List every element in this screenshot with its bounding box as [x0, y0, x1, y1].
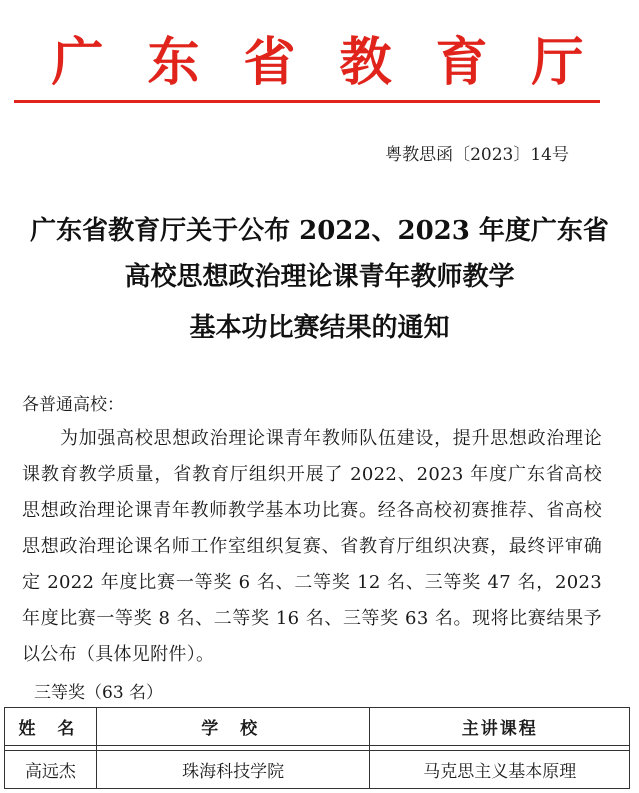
- column-header-school: 学 校: [96, 708, 370, 746]
- table-row: [5, 751, 630, 789]
- notice-body-paragraph: 为加强高校思想政治理论课青年教师队伍建设，提升思想政治理论课教育教学质量，省教育厅组织开展了 2022、2023 年度广东省高校思想政治理论课青年教师教学基本功比赛。经各高校初赛推荐、省高校思想政治理论课名师工作室组织复赛、省教育厅组织决赛，最终评审确定 2022 年度比赛一等奖 6 名、二等奖 12 名、三等奖 47 名，2023 年度比赛一等奖 8 名、二等奖 16 名、三等奖 63 名。现将比赛结果予以公布（具体见附件）。: [22, 428, 602, 665]
- red-divider-line: [14, 100, 600, 103]
- cell-course: 马克思主义基本原理: [370, 751, 630, 789]
- column-header-name: 姓 名: [5, 708, 97, 746]
- table-header-row: [5, 708, 630, 746]
- masthead-title: 广东省教育厅: [51, 32, 628, 93]
- cell-school: 珠海科技学院: [96, 751, 370, 789]
- notice-title-line-3: 基本功比赛结果的通知: [189, 313, 450, 343]
- cell-name: 高远杰: [5, 751, 97, 789]
- column-header-course: 主讲课程: [370, 708, 630, 746]
- notice-title-line-1: 广东省教育厅关于公布 2022、2023 年度广东省: [30, 216, 609, 246]
- award-section-label: 三等奖（63 名）: [34, 683, 164, 703]
- awards-table: [4, 707, 630, 789]
- notice-title-line-2: 高校思想政治理论课青年教师教学: [124, 262, 515, 292]
- document-number: 粤教思函〔2023〕14号: [385, 145, 569, 165]
- salutation: 各普通高校：: [22, 395, 124, 415]
